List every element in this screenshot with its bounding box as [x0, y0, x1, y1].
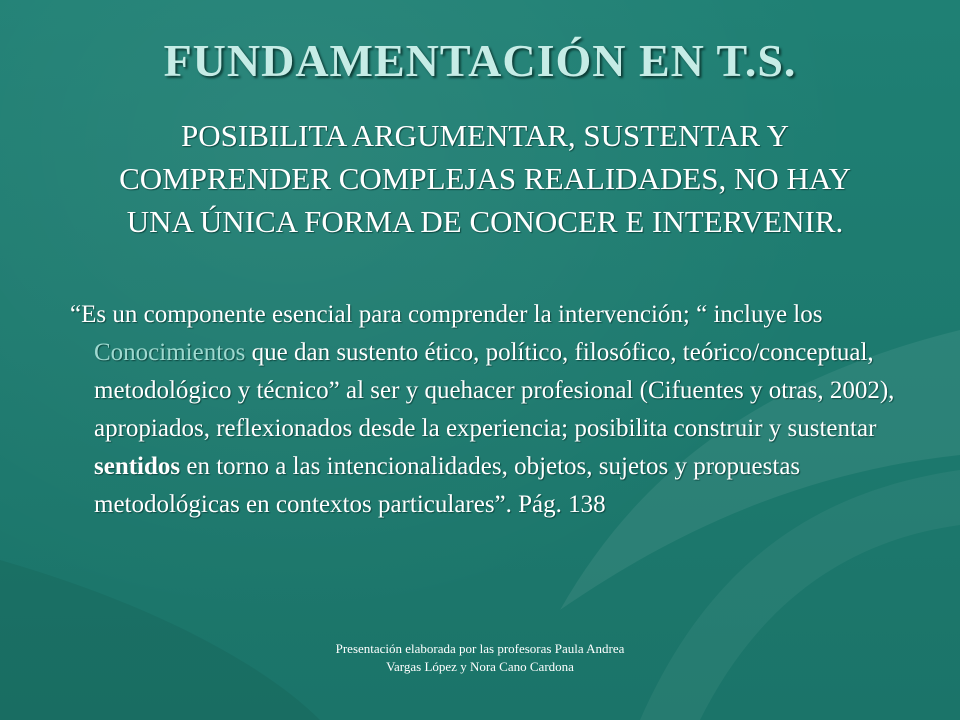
slide-title: FUNDAMENTACIÓN EN T.S.	[163, 35, 797, 86]
quote-highlight-term: Conocimientos	[94, 339, 246, 366]
quote-text-part1: “Es un componente esencial para comprender la intervención; “ incluye los	[70, 301, 823, 328]
quote-text-part2: que dan sustento ético, político, filosófico, teórico/conceptual, metodológico y técnico” al ser y quehacer profesional (Cifuentes y otras, 2002), apropiados, reflexionados desde la experiencia; posibilita construir y sustentar	[94, 339, 895, 442]
quote-text-part3: en torno a las intencionalidades, objetos, sujetos y propuestas metodológicas en contextos particulares”. Pág. 138	[94, 453, 801, 518]
quote-bold-term: sentidos	[94, 453, 181, 480]
quote-paragraph	[70, 296, 910, 524]
slide-subtitle: POSIBILITA ARGUMENTAR, SUSTENTAR Y COMPRENDER COMPLEJAS REALIDADES, NO HAY UNA ÚNICA FORMA DE CONOCER E INTERVENIR.	[119, 118, 851, 239]
slide-footer: Presentación elaborada por las profesoras Paula Andrea Vargas López y Nora Cano Cardona	[335, 641, 625, 674]
